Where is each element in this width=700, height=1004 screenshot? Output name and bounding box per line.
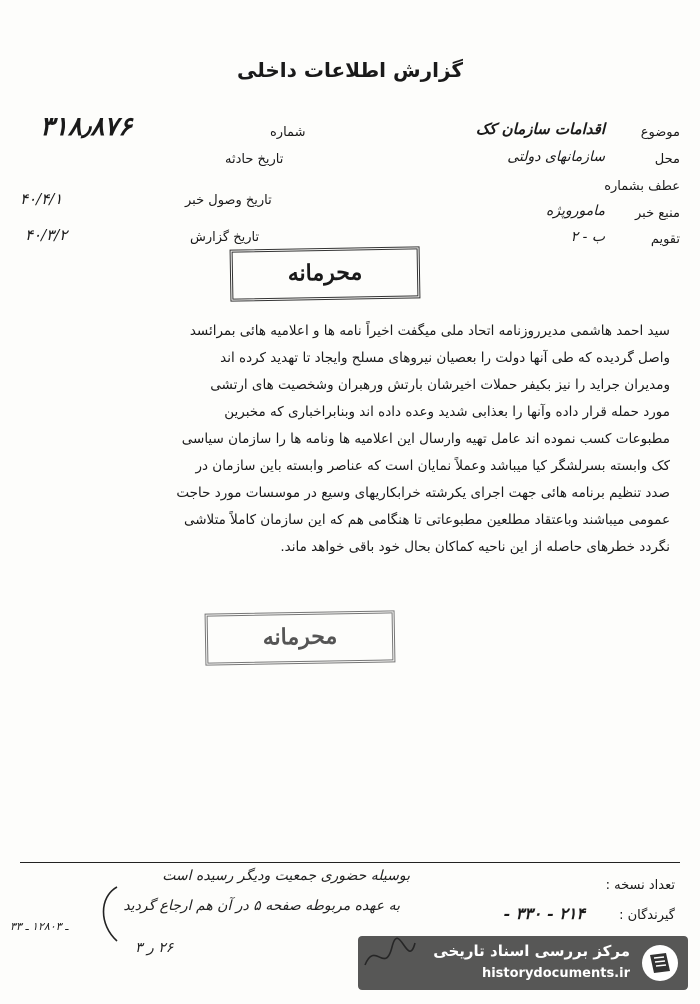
handwritten-note-4: ـ ۱۲۸۰۳ ـ ۳۳ (10, 920, 69, 933)
calendar-label: تقویم (650, 232, 680, 247)
body-line: مطبوعات کسب نموده اند عامل تهیه وارسال این اعلامیه ها ونامه ها را سازمان سیاسی (181, 431, 670, 447)
archive-watermark (358, 936, 688, 990)
report-body (30, 318, 670, 561)
recipients-value: ۲۱۴ - ۳۳۰ - (503, 904, 585, 923)
confidential-stamp: محرمانه (230, 246, 421, 301)
subject-label: موضوع (640, 125, 680, 140)
number-label: شماره (270, 125, 306, 140)
report-title: گزارش اطلاعات داخلی (236, 58, 464, 82)
body-line: نگردد خطرهای حاصله از این ناحیه کماکان بحال خود باقی خواهد ماند. (280, 539, 670, 555)
reference-label: عطف بشماره (604, 179, 680, 194)
calendar-value: ب - ۲ (570, 229, 605, 245)
source-value: ماموروپژه (546, 203, 605, 219)
source-label: منبع خبر (635, 206, 680, 221)
body-line: ومدیران جراید را نیز بکیفر حملات اخیرشان بارتش ورهبران وشخصیت های ارتشی (210, 377, 670, 393)
handwritten-bracket (95, 885, 125, 945)
location-value: سازمانهای دولتی (507, 149, 605, 165)
body-line: کک وابسته بسرلشگر کیا میباشد وعملاً نمایان است که عناصر وابسته باین سازمان در (195, 458, 670, 474)
confidential-stamp-secondary: محرمانه (205, 610, 396, 665)
footer-divider (20, 862, 680, 863)
receipt-date-value: ۴۰/۴/۱ (20, 190, 63, 208)
recipients-label: گیرندگان : (619, 908, 675, 923)
copies-label: تعداد نسخه : (605, 878, 675, 893)
body-line: صدد تنظیم برنامه هائی جهت اجرای یکرشته خرابکاریهای وسیع در موسسات مورد حاجت (176, 485, 670, 501)
report-date-label: تاریخ گزارش (190, 230, 260, 245)
location-label: محل (654, 152, 680, 167)
body-line: واصل گردیده که طی آنها دولت را بعصیان نیروهای مسلح وایجاد تا تهدید کرده اند (220, 350, 670, 366)
body-line: سید احمد هاشمی مدیرروزنامه اتحاد ملی میگفت اخیراً نامه ها و اعلامیه هائی بمرائسد (189, 323, 670, 339)
archive-name: مرکز بررسی اسناد تاریخی (433, 942, 630, 960)
report-date-value: ۴۰/۳/۲ (25, 226, 68, 244)
number-value: ۳۱۸٫۸۷۶ (40, 112, 133, 142)
event-date-label: تاریخ حادثه (225, 152, 284, 167)
body-line: عمومی میباشند وباعتقاد مطلعین مطبوعاتی تا هنگامی هم که این سازمان کاملاً متلاشی (183, 512, 670, 528)
handwritten-note-1: بوسیله حضوری جمعیت ودیگر رسیده است (162, 868, 410, 884)
archive-logo-icon (640, 943, 680, 983)
handwritten-note-2: به عهده مربوطه صفحه ۵ در آن هم ارجاع گردید (123, 898, 400, 914)
receipt-date-label: تاریخ وصول خبر (185, 193, 272, 208)
handwritten-note-3: ۲۶ ر ۳ (135, 940, 174, 956)
subject-value: اقدامات سازمان کک (475, 120, 605, 138)
body-line: مورد حمله قرار داده وآنها را بعذابی شدید وعده داده اند وبنابراخباری که مخبرین (224, 404, 670, 420)
archive-site: historydocuments.ir (481, 966, 630, 981)
